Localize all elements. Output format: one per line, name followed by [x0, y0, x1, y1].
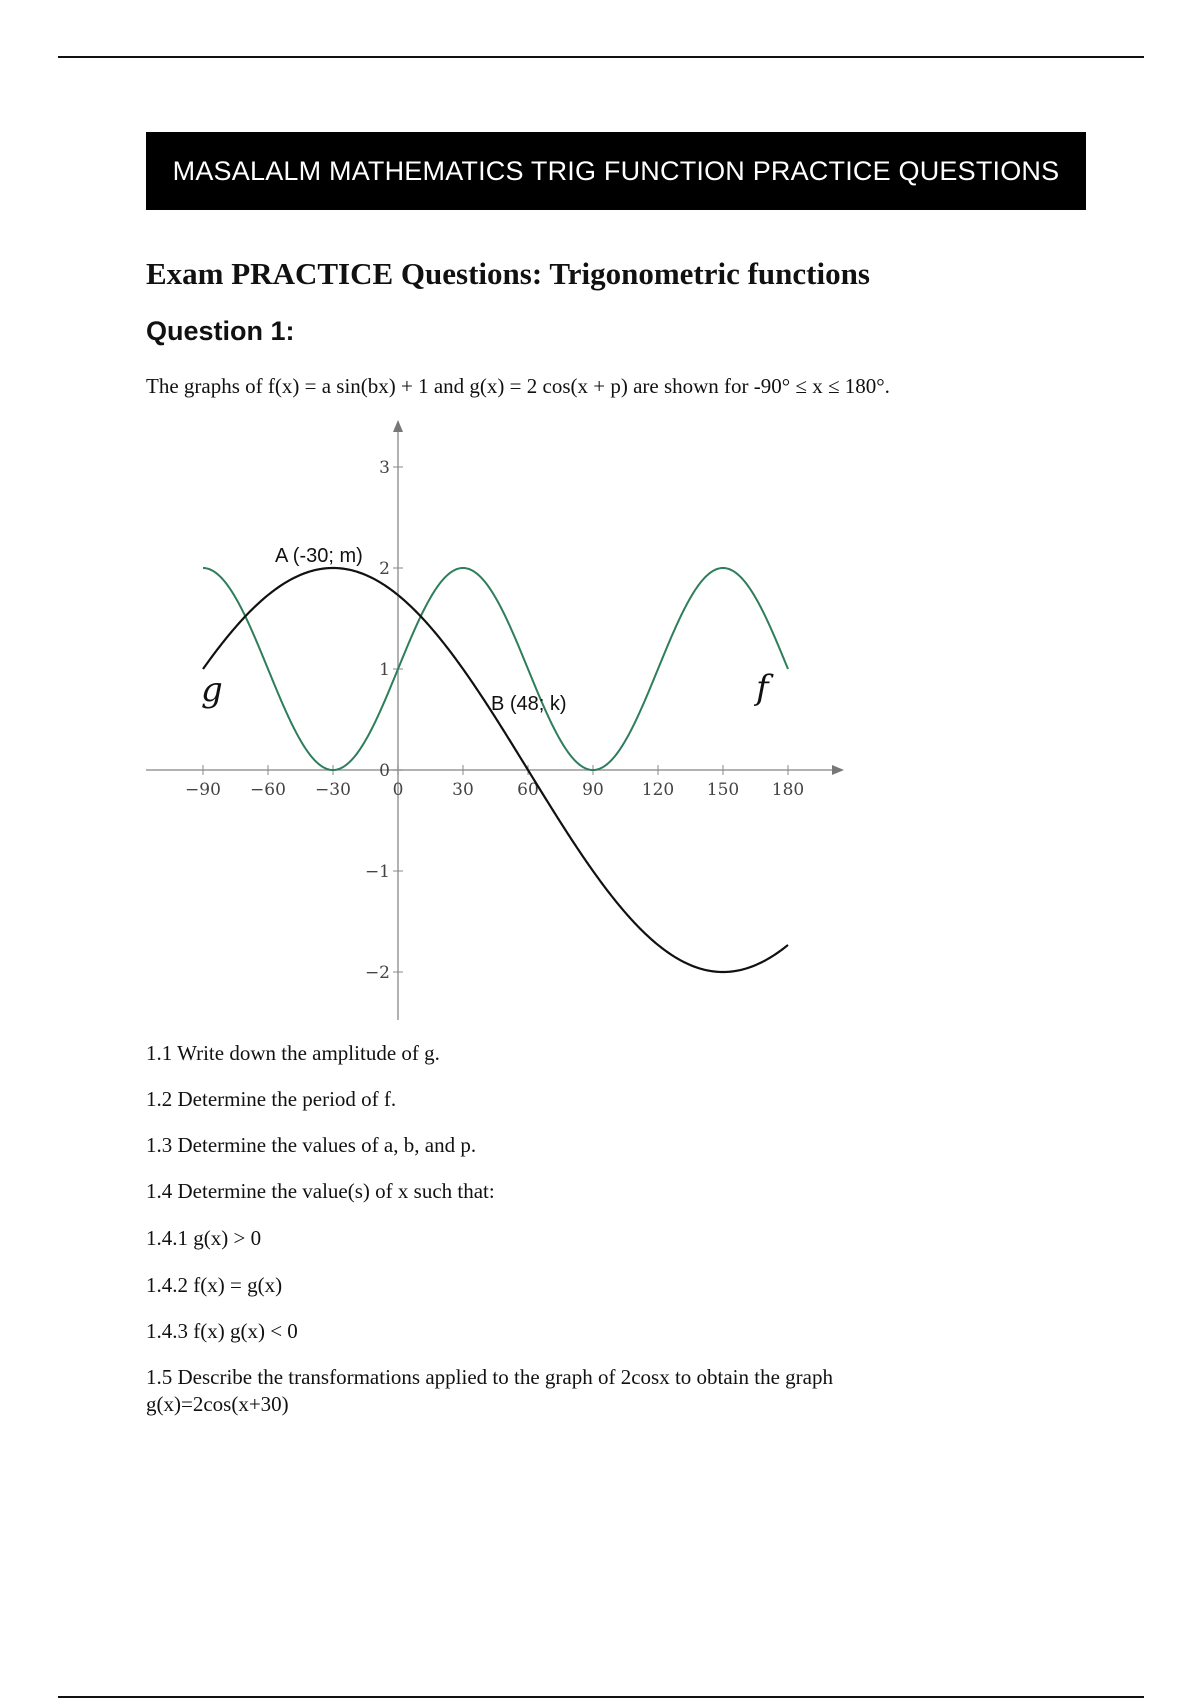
y-tick-label: −1	[364, 862, 390, 882]
question-1-4: 1.4 Determine the value(s) of x such that:	[146, 1179, 495, 1203]
x-tick-label: 0	[392, 780, 404, 800]
x-tick-label: −60	[250, 780, 286, 800]
y-tick-label: 2	[379, 559, 390, 579]
annotation-point-b: B (48; k)	[491, 693, 567, 715]
question-1-4-1: 1.4.1 g(x) > 0	[146, 1226, 262, 1250]
question-title: Question 1:	[146, 316, 295, 346]
question-1-5: 1.5 Describe the transformations applied to the graph of 2cosx to obtain the graph g(x)=2cos(x+30)	[146, 1365, 833, 1416]
question-intro: The graphs of f(x) = a sin(bx) + 1 and g(x) = 2 cos(x + p) are shown for -90° ≤ x ≤ 180°.	[146, 374, 890, 398]
x-tick-label: 60	[517, 780, 539, 800]
question-1-1: 1.1 Write down the amplitude of g.	[146, 1041, 440, 1065]
question-1-4-3: 1.4.3 f(x) g(x) < 0	[146, 1319, 298, 1343]
y-tick-label: 3	[379, 458, 390, 478]
question-1-2: 1.2 Determine the period of f.	[146, 1087, 397, 1111]
question-1-3: 1.3 Determine the values of a, b, and p.	[146, 1133, 477, 1157]
x-tick-label: 90	[582, 780, 604, 800]
banner-title: MASALALM MATHEMATICS TRIG FUNCTION PRACTICE QUESTIONS	[172, 155, 1060, 186]
series-label-f: f	[756, 668, 769, 708]
page-heading: Exam PRACTICE Questions: Trigonometric functions	[146, 256, 870, 291]
x-axis-arrow	[832, 765, 844, 775]
x-tick-label: −30	[315, 780, 351, 800]
series-f-curve	[203, 568, 788, 770]
x-tick-label: 120	[641, 780, 675, 800]
bottom-rule	[58, 1696, 1144, 1698]
y-tick-label: 1	[379, 660, 390, 680]
y-tick-label: −2	[364, 963, 390, 983]
series-label-g: g	[201, 670, 223, 710]
x-tick-label: −90	[185, 780, 221, 800]
annotation-point-a: A (-30; m)	[275, 545, 363, 567]
x-tick-label: 30	[452, 780, 474, 800]
x-tick-label: 180	[771, 780, 805, 800]
x-tick-label: 150	[706, 780, 740, 800]
y-axis-arrow	[393, 420, 403, 432]
question-1-4-2: 1.4.2 f(x) = g(x)	[146, 1273, 283, 1297]
y-tick-label: 0	[379, 761, 390, 781]
